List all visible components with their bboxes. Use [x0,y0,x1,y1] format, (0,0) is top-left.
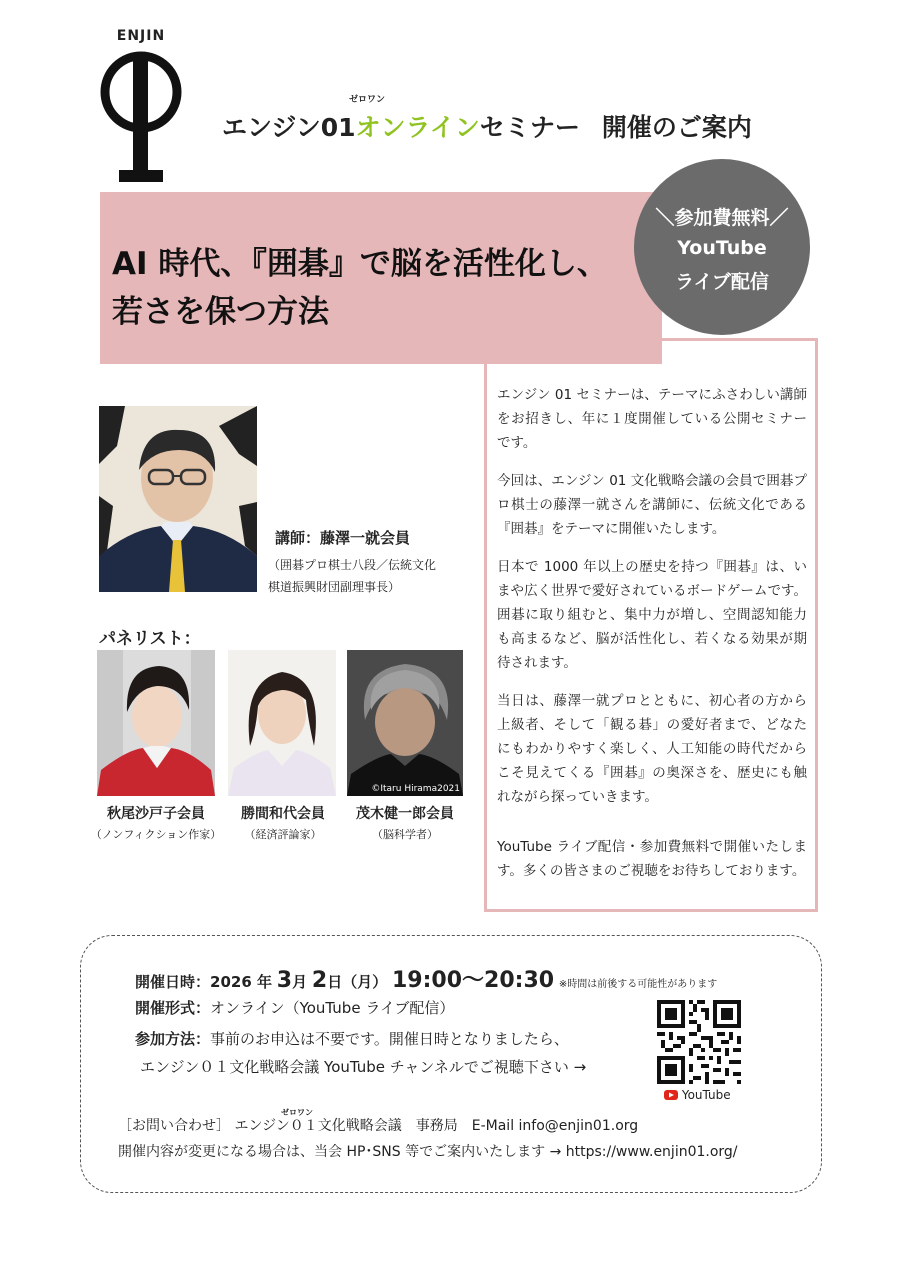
description-paragraph: 当日は、藤澤一就プロとともに、初心者の方から上級者、そして「観る碁」の愛好者まで、どなたにもわかりやすく楽しく、人工知能の時代だからこそ見えてくる『囲碁』の奥深さを、歴史にも触れながら探っていきます。 [497,693,807,805]
panelist-role-katsuma: （経済評論家） [244,828,322,841]
date-time: 19:00～20:30 [392,968,555,993]
panelist-role-akio: （ノンフィクション作家） [90,828,222,841]
lecturer-name: 講師：藤澤一就会員 [275,529,411,547]
contact-ruby: ゼロワン [281,1108,313,1117]
method-value-line1: 事前のお申込は不要です。開催日時となりましたら、 [210,1030,569,1048]
panelist-photo-katsuma [228,650,336,796]
badge-line2: YouTube [677,237,767,259]
event-format-row [135,997,454,1018]
method-label: 参加方法： [135,1030,211,1048]
headline-ruby: ゼロワン [349,95,386,105]
date-note: ※時間は前後する可能性があります [558,979,718,990]
description-box [484,338,818,912]
panelist-name-katsuma: 勝間和代会員 [241,806,325,822]
panelist-photo-mogi [347,650,463,796]
lecturer-title-line1: （囲碁プロ棋士八段／伝統文化 [268,558,437,572]
date-month: 3 [276,968,293,993]
logo-brand: ENJIN [116,28,166,44]
event-date-row [135,963,717,994]
logo-01-mark-icon [98,46,184,188]
photo-credit: ©Itaru Hirama2021 [371,784,460,794]
youtube-qr-code-icon[interactable] [657,1000,741,1084]
panelist-name-akio: 秋尾沙戸子会員 [107,806,205,822]
enjin01-logo [96,28,186,188]
youtube-qr-label [664,1088,731,1102]
qr-label-text: YouTube [681,1088,731,1102]
youtube-play-icon [664,1090,678,1100]
notice-line: 開催内容が変更になる場合は、当会 HP･SNS 等でご案内いたします → https://www.enjin01.org/ [118,1144,738,1160]
date-day: 2 [311,968,328,993]
description-paragraph: エンジン 01 セミナーは、テーマにふさわしい講師をお招きし、年に１度開催している公開セミナーです。 [497,387,807,451]
date-month-unit: 月 [292,973,308,991]
format-value: オンライン（YouTube ライブ配信） [210,999,455,1017]
headline-part1: エンジン01 [222,113,356,142]
panelist-role-mogi: （脳科学者） [372,828,438,841]
description-paragraph: 今回は、エンジン 01 文化戦略会議の会員で囲碁プロ棋士の藤澤一就さんを講師に、伝統文化である『囲碁』をテーマに開催いたします。 [497,473,807,537]
panelists-label: パネリスト： [99,629,201,649]
method-value-line2: エンジン０１文化戦略会議 YouTube チャンネルでご視聴下さい → [140,1058,587,1076]
badge-line3: ライブ配信 [675,271,769,293]
headline-online: オンライン [355,113,480,142]
contact-line: ［お問い合わせ］ エンジン０１文化戦略会議 事務局 E-Mail info@enjin01.org [118,1118,639,1134]
date-day-unit: 日（月） [327,973,388,991]
lecturer-title-line2: 棋道振興財団副理事長） [268,580,401,594]
page-headline [222,108,752,144]
badge-line1: ＼参加費無料／ [655,207,789,229]
date-year: 2026 年 [210,973,272,991]
format-label: 開催形式： [135,999,211,1017]
description-paragraph: 日本で 1000 年以上の歴史を持つ『囲碁』は、いまや広く世界で愛好されているボードゲームです。囲碁に取り組むと、集中力が増し、空間認知能力も高まるなど、脳が活性化し、若くなる効果が期待されます。 [497,559,807,671]
panelist-photo-akio [97,650,215,796]
free-live-badge [634,159,810,335]
lecturer-photo [99,406,257,592]
seminar-title-line2: 若さを保つ方法 [112,294,329,330]
date-label: 開催日時： [135,973,211,991]
headline-part3: 開催のご案内 [601,113,752,142]
headline-part2: セミナー [479,113,580,142]
seminar-title-line1: AI 時代、『囲碁』で脳を活性化し、 [112,246,608,282]
panelist-name-mogi: 茂木健一郎会員 [356,806,454,822]
event-method-row [135,1028,569,1049]
description-paragraph: YouTube ライブ配信・参加費無料で開催いたします。多くの皆さまのご視聴をお待ちしております。 [497,839,807,879]
